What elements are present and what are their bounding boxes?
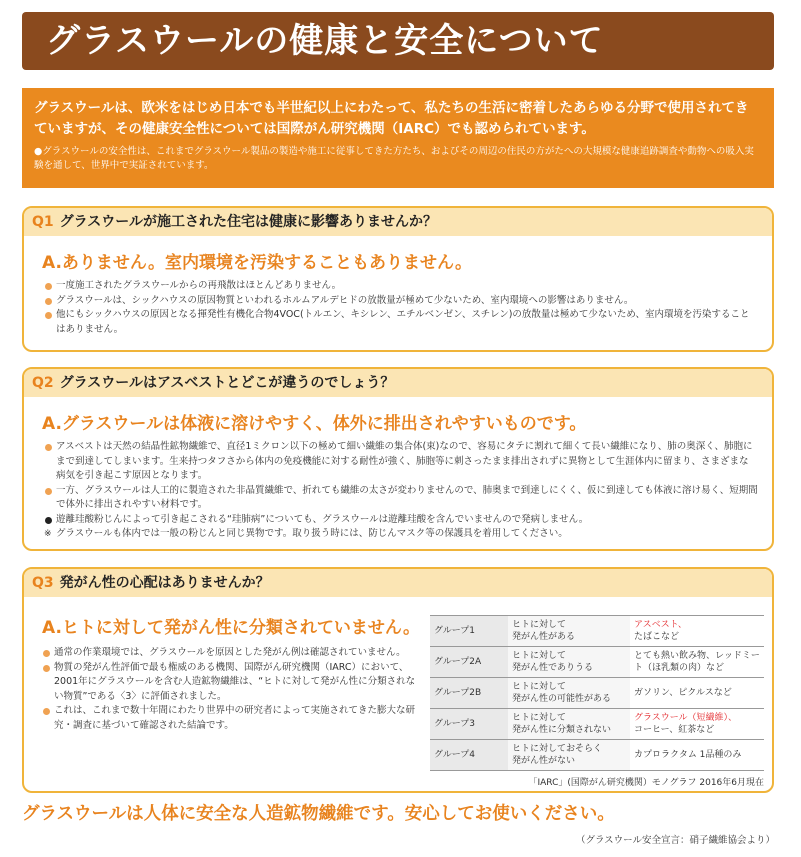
intro-lead: グラスウールは、欧米をはじめ日本でも半世紀以上にわたって、私たちの生活に密着したあらゆる分野で使用されてきていますが、その健康安全性については国際がん研究機関（IARC）でも認められています。 xyxy=(34,100,749,137)
table-row xyxy=(430,678,764,709)
group-cell: グループ1 xyxy=(430,616,508,647)
bullet-item: 他にもシックハウスの原因となる揮発性有機化合物4VOC(トルエン、キシレン、エチルベンゼン、スチレン)の放散量は極めて少ないため、室内環境を汚染することはありません。 xyxy=(44,308,758,337)
question-number: Q1 xyxy=(32,214,54,230)
answer-column xyxy=(42,613,422,733)
bullet-item: 通常の作業環境では、グラスウールを原因とした発がん例は確認されていません。 xyxy=(42,646,422,661)
answer-heading: A.グラスウールは体液に溶けやすく、体外に排出されやすいものです。 xyxy=(42,414,587,434)
description-cell: ヒトに対して 発がん性の可能性がある xyxy=(508,678,630,709)
bullet-item: グラスウールは、シックハウスの原因物質といわれるホルムアルデヒドの放散量が極めて少ないため、室内環境への影響はありません。 xyxy=(44,294,758,309)
closing-statement: グラスウールは人体に安全な人造鉱物繊維です。安心してお使いください。 xyxy=(22,804,615,824)
answer-bullets xyxy=(44,440,758,542)
bullet-item-black: 遊離珪酸粉じんによって引き起こされる“珪肺病”についても、グラスウールは遊離珪酸を含んでいませんので発病しません。 xyxy=(44,513,758,528)
intro-box xyxy=(22,88,774,188)
question-number: Q3 xyxy=(32,575,54,591)
example-cell: とても熱い飲み物、レッドミート（ほ乳類の肉）など xyxy=(630,647,764,678)
table-source: 「IARC」(国際がん研究機関）モノグラフ 2016年6月現在 xyxy=(528,778,764,788)
question-text: 発がん性の心配はありませんか？ xyxy=(59,575,270,591)
answer-heading: A.ヒトに対して発がん性に分類されていません。 xyxy=(42,618,420,638)
group-cell: グループ4 xyxy=(430,740,508,771)
example-cell: グラスウール（短繊維）、 コーヒー、紅茶など xyxy=(630,709,764,740)
caution-note: ※ グラスウールも体内では一般の粉じんと同じ異物です。取り扱う時には、防じんマスク等の保護具を着用してください。 xyxy=(44,527,758,542)
table-row xyxy=(430,740,764,771)
table-row xyxy=(430,647,764,678)
question-text: グラスウールはアスベストとどこが違うのでしょう？ xyxy=(59,375,395,391)
description-cell: ヒトに対して 発がん性でありうる xyxy=(508,647,630,678)
qa-card-q1 xyxy=(22,206,774,352)
qa-card-q2 xyxy=(22,367,774,551)
question-header xyxy=(24,569,772,597)
iarc-group-table xyxy=(430,615,764,771)
question-header xyxy=(24,369,772,397)
answer-bullets xyxy=(44,279,758,337)
bullet-item: 一方、グラスウールは人工的に製造された非晶質繊維で、折れても繊維の太さが変わりませんので、肺奥まで到達しにくく、仮に到達しても体液に溶け易く、短期間で体外に排出されやすい材料です。 xyxy=(44,484,758,513)
qa-card-q3 xyxy=(22,567,774,793)
question-text: グラスウールが施工された住宅は健康に影響ありませんか？ xyxy=(59,214,437,230)
example-cell: ガソリン、ピクルスなど xyxy=(630,678,764,709)
page-title: グラスウールの健康と安全について xyxy=(22,12,774,70)
description-cell: ヒトに対しておそらく 発がん性がない xyxy=(508,740,630,771)
description-cell: ヒトに対して 発がん性がある xyxy=(508,616,630,647)
group-cell: グループ3 xyxy=(430,709,508,740)
question-number: Q2 xyxy=(32,375,54,391)
source-credit: （グラスウール安全宣言：硝子繊維協会より） xyxy=(575,835,775,846)
group-cell: グループ2B xyxy=(430,678,508,709)
description-cell: ヒトに対して 発がん性に分類されない xyxy=(508,709,630,740)
bullet-item: アスベストは天然の結晶性鉱物繊維で、直径1ミクロン以下の極めて細い繊維の集合体(束)なので、容易にタテに割れて細くて長い繊維になり、肺の奥深く、肺胞にまで到達してしまいます。生来持つタフさから体内の免疫機能に対する耐性が強く、肺胞等に刺さったまま排出されずに異物として生涯体内に留まり、さまざまな病気を引き起こす原因となります。 xyxy=(44,440,758,484)
group-cell: グループ2A xyxy=(430,647,508,678)
example-cell: カプロラクタム 1品種のみ xyxy=(630,740,764,771)
example-cell: アスベスト、 たばこなど xyxy=(630,616,764,647)
bullet-item: 一度施工されたグラスウールからの再飛散はほとんどありません。 xyxy=(44,279,758,294)
question-header xyxy=(24,208,772,236)
answer-heading: A.ありません。室内環境を汚染することもありません。 xyxy=(42,253,472,273)
answer-bullets xyxy=(42,646,422,733)
table-row xyxy=(430,616,764,647)
intro-note: ●グラスウールの安全性は、これまでグラスウール製品の製造や施工に従事してきた方たち、およびその周辺の住民の方がたへの大規模な健康追跡調査や動物への吸入実験を通して、世界中で実証されています。 xyxy=(34,146,754,171)
bullet-item: 物質の発がん性評価で最も権威のある機関、国際がん研究機関（IARC）において、2001年にグラスウールを含む人造鉱物繊維は、“ヒトに対して発がん性に分類されない物質”である〈3〉に評価されました。 xyxy=(42,661,422,705)
bullet-item: これは、これまで数十年間にわたり世界中の研究者によって実施されてきた膨大な研究・調査に基づいて確認された結論です。 xyxy=(42,704,422,733)
table-row xyxy=(430,709,764,740)
